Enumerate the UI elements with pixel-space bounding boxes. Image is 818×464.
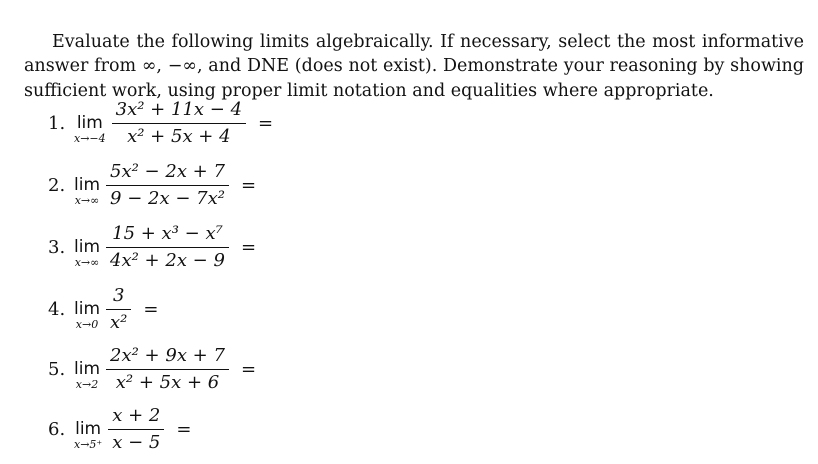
fraction [106,285,131,334]
problem-1 [48,96,273,150]
denominator: x² [110,311,128,333]
problem-number: 6. [48,418,66,440]
fraction [112,99,246,148]
equals-sign: = [240,236,257,258]
limit-operator [74,420,102,452]
limit-operator [74,360,100,392]
problem-number: 3. [48,236,66,258]
fraction-bar [112,123,246,124]
limit-operator [74,114,106,146]
fraction-bar [106,309,131,310]
numerator: 2x² + 9x + 7 [110,344,225,366]
fraction [108,405,164,454]
equals-sign: = [240,358,257,380]
problem-number: 1. [48,112,66,134]
numerator: 3x² + 11x − 4 [115,98,243,120]
lim-label: lim [74,175,101,195]
denominator: 9 − 2x − 7x² [110,187,225,209]
fraction [106,223,229,272]
problem-number: 2. [48,174,66,196]
limit-operator [74,176,100,208]
denominator: x² + 5x + 6 [115,371,220,393]
lim-label: lim [74,237,101,257]
lim-label: lim [76,113,103,133]
equals-sign: = [176,418,192,440]
equals-sign: = [240,174,257,196]
lim-label: lim [74,299,101,319]
problem-number: 4. [48,298,66,320]
problem-6 [48,402,191,456]
limit-approach: x→0 [75,318,99,331]
equals-sign: = [258,112,274,134]
limit-approach: x→−4 [74,132,106,145]
limit-approach: x→∞ [74,256,100,269]
denominator: 4x² + 2x − 9 [110,249,225,271]
numerator: 5x² − 2x + 7 [110,160,225,182]
problem-2 [48,158,256,212]
problem-number: 5. [48,358,66,380]
denominator: x² + 5x + 4 [127,125,231,147]
fraction-bar [108,429,164,430]
limit-operator [74,238,100,270]
fraction [106,345,229,394]
instructions-paragraph: Evaluate the following limits algebraically. If necessary, select the most informative answer from ∞, −∞, and DNE (does not exist). Demonstrate your reasoning by showing sufficient work, using proper limit notation and equalities where appropriate. [24,31,804,101]
limit-operator [74,300,100,332]
fraction-bar [106,185,229,186]
lim-label: lim [74,359,101,379]
fraction-bar [106,369,229,370]
limit-approach: x→2 [75,378,99,391]
limit-approach: x→5⁺ [74,438,103,451]
denominator: x − 5 [112,431,161,453]
equals-sign: = [143,298,159,320]
lim-label: lim [75,419,102,439]
fraction [106,161,229,210]
numerator: 3 [112,284,125,306]
problem-3 [48,220,256,274]
fraction-bar [106,247,229,248]
limit-approach: x→∞ [74,194,100,207]
problem-4 [48,282,158,336]
numerator: x + 2 [112,404,161,426]
problem-5 [48,342,256,396]
numerator: 15 + x³ − x⁷ [112,222,223,244]
